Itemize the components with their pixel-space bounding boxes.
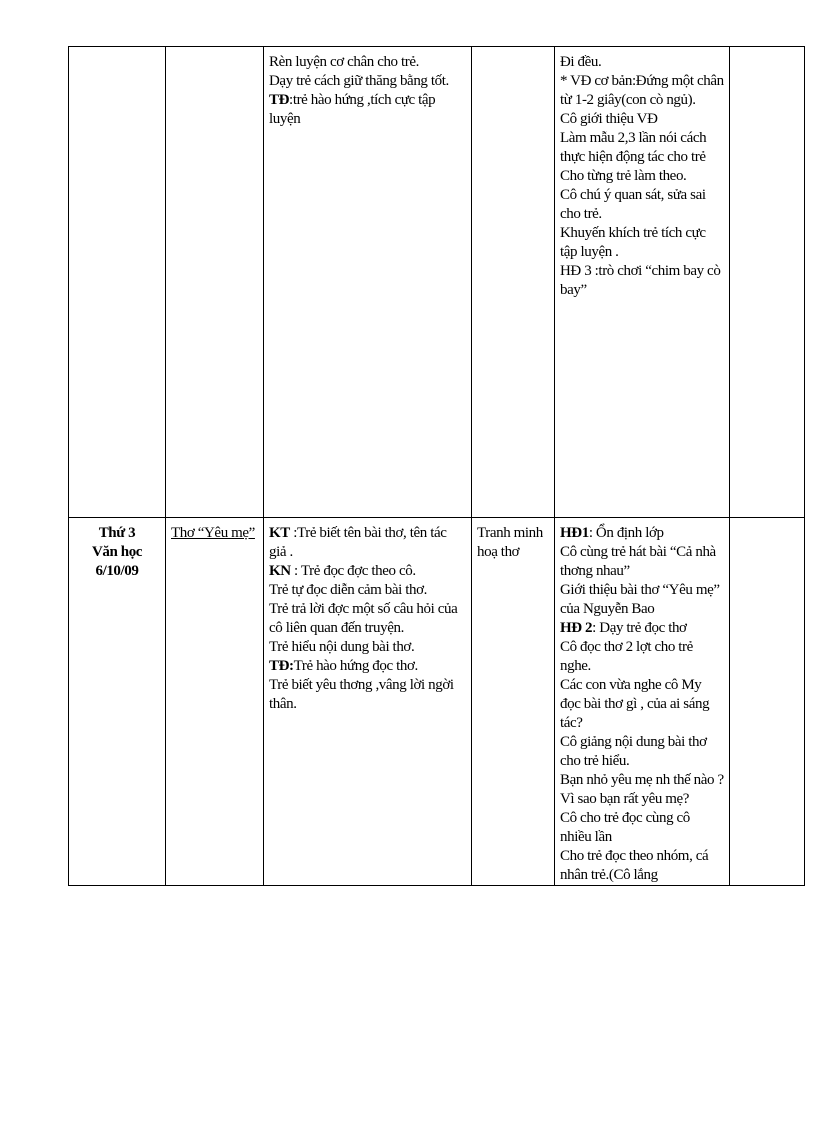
objectives-cell <box>264 47 472 518</box>
objective-line: KT :Trẻ biết tên bài thơ, tên tác giả . <box>269 525 447 560</box>
activity-line: Cô cùng trẻ hát bài “Cả nhà thơng nhau” <box>560 544 716 579</box>
notes-cell <box>730 518 805 886</box>
topic-text: Thơ “Yêu mẹ” <box>171 525 255 541</box>
day-label: Thứ 3 <box>98 525 136 541</box>
activity-line: Giới thiệu bài thơ “Yêu mẹ” của Nguyễn Bao <box>560 582 720 617</box>
objective-line: TĐ:Trẻ hào hứng đọc thơ. <box>269 658 418 674</box>
objective-line: Trẻ hiểu nội dung bài thơ. <box>269 639 415 655</box>
activities-cell <box>555 47 730 518</box>
objective-line: Rèn luyện cơ chân cho trẻ. <box>269 54 419 70</box>
topic-cell <box>166 47 264 518</box>
table-row <box>69 518 805 886</box>
activity-line: HĐ 2: Dạy trẻ đọc thơ <box>560 620 687 636</box>
activity-line: Cô cho trẻ đọc cùng cô nhiều lần <box>560 810 690 845</box>
topic-cell <box>166 518 264 886</box>
activity-line: Cô đọc thơ 2 lợt cho trẻ nghe. <box>560 639 693 674</box>
table-row <box>69 47 805 518</box>
objectives-cell <box>264 518 472 886</box>
activities-cell <box>555 518 730 886</box>
materials-cell <box>472 47 555 518</box>
activity-line: Cô giới thiệu VĐ <box>560 111 658 127</box>
activity-line: Bạn nhỏ yêu mẹ nh thế nào ?Vì sao bạn rất yêu mẹ? <box>560 772 724 807</box>
materials-text: Tranh minh hoạ thơ <box>477 525 543 560</box>
notes-cell <box>730 47 805 518</box>
objective-line: Dạy trẻ cách giữ thăng bằng tốt. <box>269 73 449 89</box>
activity-line: Cho trẻ đọc theo nhóm, cá nhân trẻ.(Cô lắng <box>560 848 709 883</box>
lesson-plan-table <box>68 46 805 886</box>
activity-line: Cô chú ý quan sát, sửa sai cho trẻ. <box>560 187 706 222</box>
activity-line: Đi đều. <box>560 54 602 70</box>
activity-line: HĐ 3 :trò chơi “chim bay cò bay” <box>560 263 721 298</box>
objective-line: Trẻ trả lời đợc một số câu hỏi của cô liên quan đến truyện. <box>269 601 458 636</box>
day-cell <box>69 47 166 518</box>
materials-cell <box>472 518 555 886</box>
objective-line: Trẻ tự đọc diễn cảm bài thơ. <box>269 582 428 598</box>
activity-line: HĐ1: Ổn định lớp <box>560 525 664 541</box>
subject-label: Văn học <box>91 544 143 560</box>
day-cell <box>69 518 166 886</box>
activity-line: Các con vừa nghe cô My đọc bài thơ gì , của ai sáng tác? <box>560 677 710 731</box>
objective-line: KN : Trẻ đọc đợc theo cô. <box>269 563 416 579</box>
activity-line: Khuyến khích trẻ tích cực tập luyện . <box>560 225 706 260</box>
objective-line: Trẻ biết yêu thơng ,vâng lời ngời thân. <box>269 677 454 712</box>
activity-line: Cô giảng nội dung bài thơ cho trẻ hiểu. <box>560 734 707 769</box>
date-label: 6/10/09 <box>95 563 139 579</box>
activity-line: * VĐ cơ bản:Đứng một chân từ 1-2 giây(con cò ngủ). <box>560 73 724 108</box>
objective-line: TĐ:trẻ hào hứng ,tích cực tập luyện <box>269 92 436 127</box>
activity-line: Cho từng trẻ làm theo. <box>560 168 687 184</box>
activity-line: Làm mẫu 2,3 lần nói cách thực hiện động tác cho trẻ <box>560 130 707 165</box>
